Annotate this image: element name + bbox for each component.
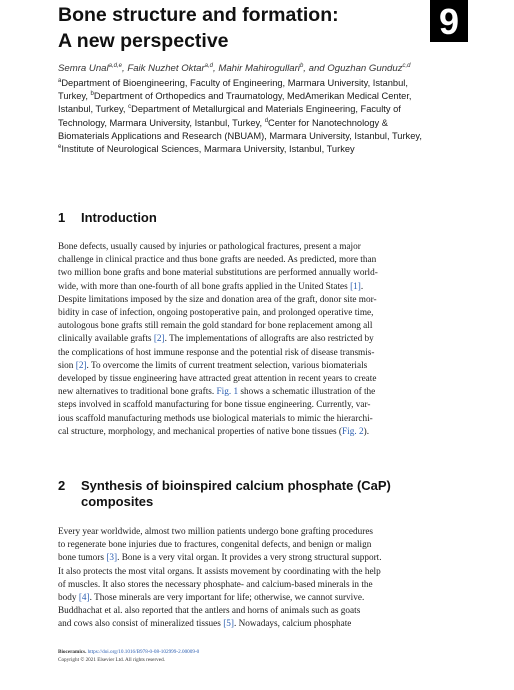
paragraph-line xyxy=(58,267,464,280)
text-run: . Nowadays, calcium phosphate xyxy=(233,619,352,630)
text-run: . xyxy=(360,281,364,292)
affiliation-text: Institute of Neurological Sciences, Marmara University, Istanbul, Turkey xyxy=(61,144,355,155)
affiliation-text: Department of Orthopedics and Traumatology, MedAmerikan Medical Center, xyxy=(93,91,412,102)
text-run: steps involved in scaffold manufacturing for bone tissue engineering. Currently, var- xyxy=(58,400,371,411)
author-name: Oguzhan Gunduz xyxy=(327,63,403,74)
paragraph-line xyxy=(58,254,464,267)
text-run: Buddhachat et al. also reported that the antlers and horns of animals such as goats xyxy=(58,606,361,617)
citation-link[interactable]: Fig. 1 xyxy=(216,387,239,398)
affiliation-text: Center for Nanotechnology & xyxy=(268,117,388,128)
author-name: Semra Unal xyxy=(58,63,109,74)
affiliation-line xyxy=(58,143,468,156)
author-name: Faik Nuzhet Oktar xyxy=(127,63,205,74)
page-footer xyxy=(58,648,199,664)
text-run: body xyxy=(58,593,79,604)
paragraph-line xyxy=(58,386,464,399)
citation-link[interactable]: [2] xyxy=(75,360,87,371)
author-superscript: c,d xyxy=(402,63,411,69)
title-line-1: Bone structure and formation: xyxy=(58,4,339,26)
citation-link[interactable]: [5] xyxy=(223,619,234,630)
paragraph-line xyxy=(58,360,464,373)
paragraph-line xyxy=(58,373,464,386)
section-title-text: Introduction xyxy=(81,210,157,225)
author-superscript: a,d xyxy=(204,63,214,69)
author-name: Mahir Mahirogullari xyxy=(218,63,300,74)
text-run: ). xyxy=(363,426,370,437)
citation-link[interactable]: [1] xyxy=(350,281,361,292)
paragraph-line xyxy=(58,426,464,439)
text-run: . To overcome the limits of current treatment selection, various biomaterials xyxy=(86,360,368,371)
text-run: Every year worldwide, almost two million patients undergo bone grafting procedures xyxy=(58,527,374,537)
section-body-introduction xyxy=(58,241,464,439)
paragraph-line xyxy=(58,579,464,592)
affiliation-line xyxy=(58,103,468,116)
footer-doi[interactable]: https://doi.org/10.1016/B978-0-08-102999-2.00009-0 xyxy=(87,649,200,655)
text-run: developed by tissue engineering have attracted great attention in recent years to create xyxy=(58,374,377,385)
text-run: . Bone is a very vital organ. It provides a very strong structural support. xyxy=(117,553,382,564)
text-run: . Those minerals are very important for life; otherwise, we cannot survive. xyxy=(89,593,365,604)
text-run: Bone defects, usually caused by injuries or pathological fractures, present a major xyxy=(58,242,361,252)
text-run: of muscles. It also stores the necessary phosphate- and calcium-based minerals in the xyxy=(58,579,373,590)
paragraph-line xyxy=(58,281,464,294)
citation-link[interactable]: [4] xyxy=(78,593,90,604)
section-number: 2 xyxy=(58,478,66,493)
affiliation-line xyxy=(58,117,468,130)
affiliation-marker: c xyxy=(128,104,132,111)
affiliation-marker: a xyxy=(58,78,62,84)
section-heading-synthesis xyxy=(58,478,391,510)
paragraph-line xyxy=(58,294,464,307)
affiliations xyxy=(58,77,468,156)
text-run: It also protects the most vital organs. It assists movement by coordinating with the help xyxy=(58,566,381,577)
affiliation-text: Istanbul, Turkey, xyxy=(58,104,129,115)
paragraph-line xyxy=(58,592,464,605)
paragraph-line xyxy=(58,566,464,579)
text-run: new alternatives to traditional bone grafts. xyxy=(58,387,217,398)
affiliation-marker: e xyxy=(58,144,62,151)
text-run: to regenerate bone injuries due to fractures, congenital defects, and benign or malign xyxy=(58,540,372,551)
text-run: . The implementations of allografts are also restricted by xyxy=(164,334,374,345)
section-title-text: Synthesis of bioinspired calcium phosphate (CaP) xyxy=(81,478,391,493)
affiliation-text: Department of Bioengineering, Faculty of Engineering, Marmara University, Istanbul, xyxy=(61,78,408,88)
section-title-line xyxy=(58,210,157,226)
citation-link[interactable]: [2] xyxy=(153,334,165,345)
text-run: Despite limitations imposed by the size and donation area of the graft, donor site mor- xyxy=(58,294,377,305)
paragraph-line xyxy=(58,320,464,333)
section-heading-introduction xyxy=(58,210,157,226)
affiliation-text: Technology, Marmara University, Istanbul, Turkey, xyxy=(58,117,265,128)
text-run: sion xyxy=(58,360,76,371)
text-run: cal structure, morphology, and mechanical properties of native bone tissues ( xyxy=(58,426,343,437)
paragraph-line xyxy=(58,399,464,412)
paragraph-line xyxy=(58,539,464,552)
affiliation-text: Department of Metallurgical and Materials Engineering, Faculty of xyxy=(131,104,401,115)
text-run: two million bone grafts and bone material substitutions are performed annually world- xyxy=(58,268,378,279)
affiliation-text: Biomaterials Applications and Research (NBUAM), Marmara University, Istanbul, Turkey, xyxy=(58,130,422,141)
affiliation-line xyxy=(58,90,468,103)
affiliation-text: Turkey, xyxy=(58,91,91,102)
section-title-line xyxy=(58,494,391,510)
text-run: wide, with more than one-fourth of all bone grafts applied in the United States xyxy=(58,281,351,292)
author-superscript: b xyxy=(299,63,304,69)
text-run: shows a schematic illustration of the xyxy=(238,387,376,398)
footer-copyright: Copyright © 2021 Elsevier Ltd. All rights reserved. xyxy=(58,657,165,663)
paragraph-line xyxy=(58,526,464,539)
section-title-text: composites xyxy=(81,494,154,509)
text-run: clinically available grafts xyxy=(58,334,154,345)
footer-journal: Bioceramics. xyxy=(58,649,87,655)
chapter-number-badge: 9 xyxy=(430,0,468,42)
text-run: bone tumors xyxy=(58,553,107,564)
paragraph-line xyxy=(58,618,464,631)
section-title-line xyxy=(58,478,391,494)
citation-link[interactable]: Fig. 2 xyxy=(342,426,364,437)
paragraph-line xyxy=(58,347,464,360)
text-run: and cows also consist of mineralized tissues xyxy=(58,619,224,630)
affiliation-line xyxy=(58,130,468,143)
section-body-synthesis xyxy=(58,526,464,632)
affiliation-line xyxy=(58,77,468,90)
author-superscript: a,d,e xyxy=(108,63,123,69)
paragraph-line xyxy=(58,413,464,426)
chapter-title xyxy=(58,2,418,54)
section-number: 1 xyxy=(58,210,66,225)
author-list: Semra Unal$^{a,d,e}$, Faik Nuzhet Oktar$^{a,d}$, Mahir Mahirogullari$^b$, and Oguzhan Gunduz$^{c,d}$ xyxy=(58,63,411,74)
text-run: challenge in clinical practice and thus bone grafts are needed. As predicted, more than xyxy=(58,255,377,266)
paragraph-line xyxy=(58,552,464,565)
text-run: bidity in case of infection, ongoing postoperative pain, and prolonged operative time, xyxy=(58,308,374,319)
paragraph-line xyxy=(58,605,464,618)
citation-link[interactable]: [3] xyxy=(106,553,118,564)
text-run: the complications of host immune response and the potential risk of disease transmis- xyxy=(58,347,375,358)
paragraph-line xyxy=(58,307,464,320)
paragraph-line xyxy=(58,241,464,254)
title-line-2: A new perspective xyxy=(58,30,229,52)
text-run: autologous bone grafts still remain the gold standard for bone replacement among all xyxy=(58,321,373,332)
paragraph-line xyxy=(58,333,464,346)
affiliation-marker: d xyxy=(264,117,269,124)
affiliation-marker: b xyxy=(90,91,94,98)
text-run: ious scaffold manufacturing methods use biological materials to mimic the hierarchi- xyxy=(58,413,373,424)
